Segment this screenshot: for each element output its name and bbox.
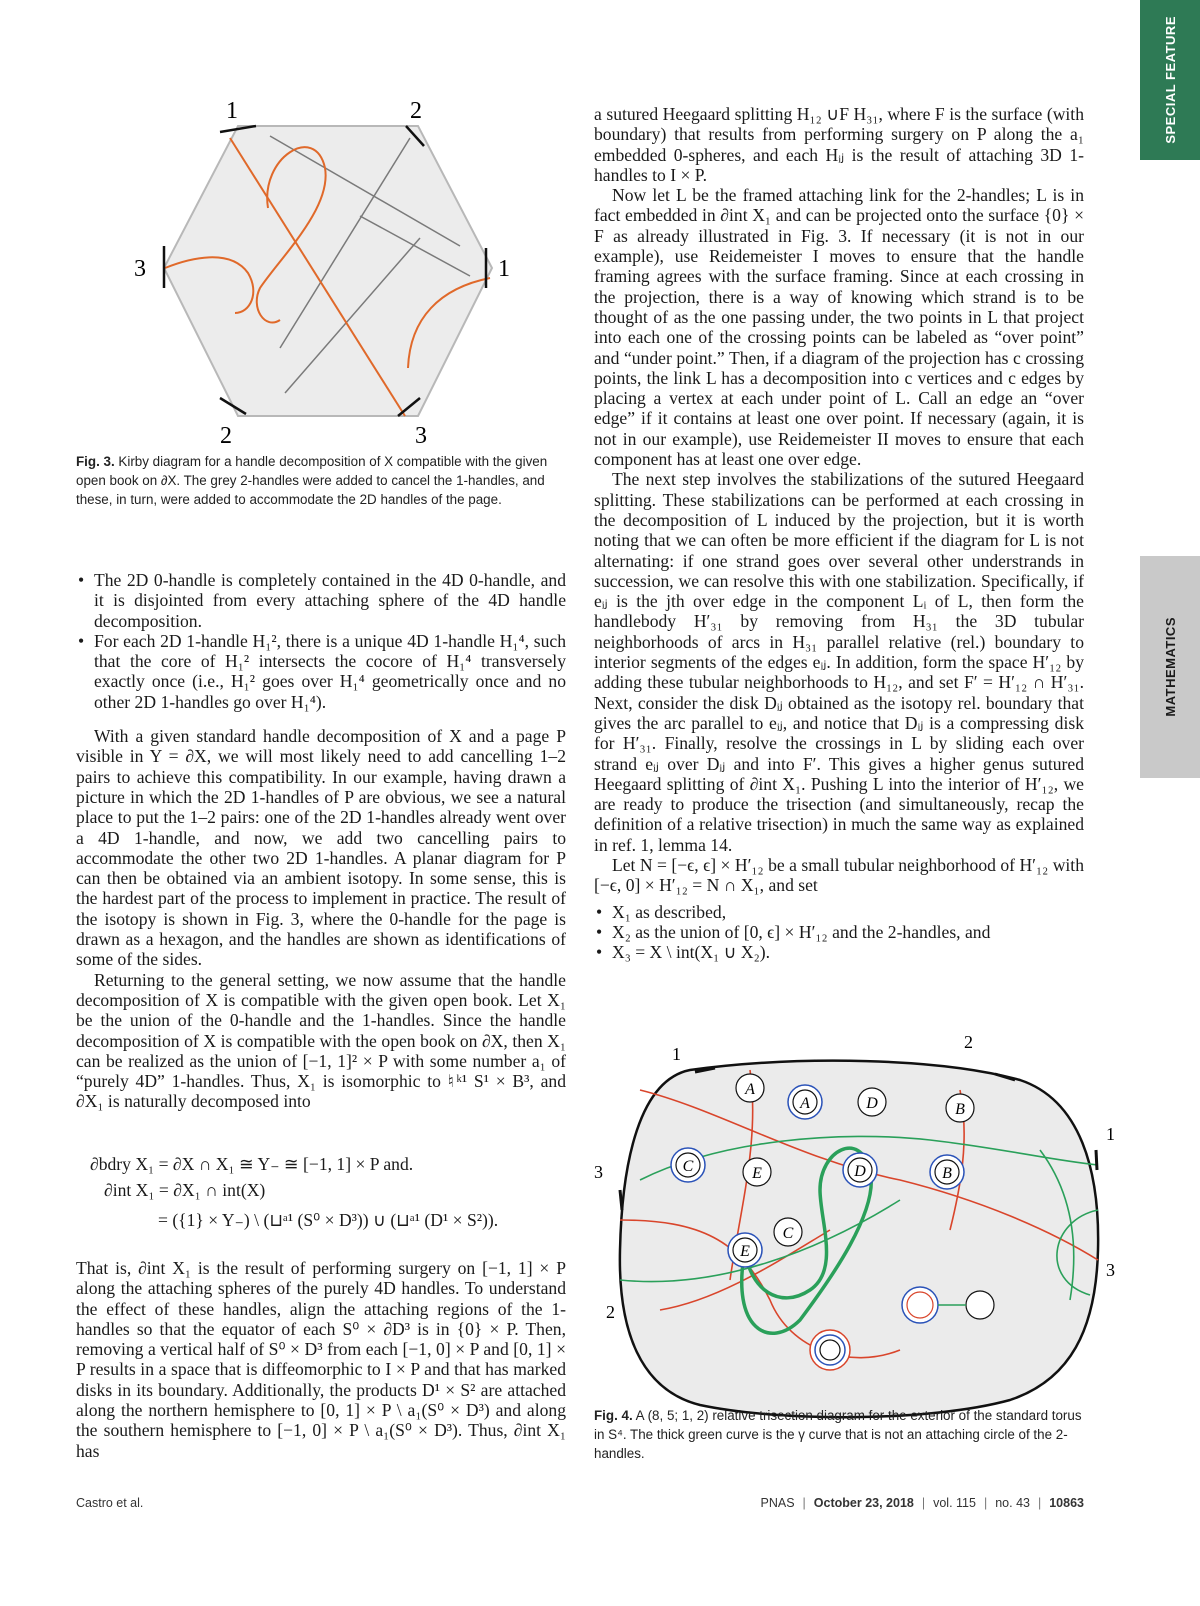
left-bullet-1: • The 2D 0-handle is completely contained in the 4D 0-handle, and it is disjointed from every attaching sphere of the 4D handle decomposition. <box>76 570 566 631</box>
right-paragraph-0: a sutured Heegaard splitting H₁₂ ∪F H₃₁, where F is the surface (with boundary) that results from performing surgery on P along the a₁ embedded 0-spheres, and each Hᵢⱼ is the result of attaching 3D 1-handles to I × P. <box>594 104 1084 185</box>
label-left: 3 <box>594 1162 603 1182</box>
trisection-surface <box>620 1061 1098 1417</box>
equation-3: = ({1} × Y₋) \ (⊔ᵃ¹ (S⁰ × D³)) ∪ (⊔ᵃ¹ (D¹ × S²)). <box>158 1210 499 1230</box>
footer-volume: vol. 115 <box>933 1496 976 1510</box>
right-paragraph-1: Now let L be the framed attaching link for the 2-handles; L is in fact embedded in ∂int X₁ and can be projected onto the surface {0} × F as already illustrated in Fig. 3. If necessary (it is not in our example), use Reidemeister I moves to ensure that the handle framing agrees with the surface framing. Since at each crossing in the projection, there is a way of knowing which strand is to be thought of as the one passing under, the two points in L that project into each one of the crossing points can be labeled as “over point” and “under point.” Then, if a diagram of the projection has c crossing points, the link L has a decomposition into c vertices and c edges by placing a vertex at each under point of L. Call an edge an “over edge” if it contains at least one over point. If necessary (again, it is not in our example), use Reidemeister II moves to ensure that each component has at least one over edge. <box>594 185 1084 470</box>
right-paragraph-2: The next step involves the stabilizations of the sutured Heegaard splitting. These stabilizations can be performed at each crossing in the decomposition of L induced by the projection, but it is worth noting that we can often be more efficient if the diagram for L is not alternating: if one strand goes over several other understrands in succession, we can resolve this with one stabilization. Specifically, if eᵢⱼ is the jth over edge in the component Lᵢ of L, then form the handlebody H′₃₁ by removing from H₃₁ the 3D tubular neighborhoods of arcs in H₃₁ parallel relative (rel.) boundary to interior segments of the edges eᵢⱼ. In addition, form the space H′₁₂ by adding these tubular neighborhoods to H₁₂, and set F′ = H′₁₂ ∩ H′₃₁. Next, consider the disk Dᵢⱼ obtained as the isotopy rel. boundary that gives the arc parallel to eᵢⱼ, and notice that Dᵢⱼ is a compressing disk for H′₃₁. Finally, resolve the crossings in L by sliding each over strand eᵢⱼ over Dᵢⱼ and into F′. This gives a higher genus sutured Heegaard splitting of ∂int X₁. Pushing L into the interior of H′₁₂, we are ready to produce the trisection (and simultaneously, recap the definition of a relative trisection) in much the same way as explained in ref. 1, lemma 14. <box>594 469 1084 855</box>
arrow-right <box>1096 1150 1097 1170</box>
footer-issue: no. 43 <box>995 1496 1030 1510</box>
left-paragraph-3: That is, ∂int X₁ is the result of performing surgery on [−1, 1] × P along the attaching spheres of the purely 4D handles. To understand the effect of these handles, align the attaching regions of the 1-handles so that the equator of each S⁰ × ∂D³ is in {0} × P. Then, removing a vertical half of S⁰ × D³ from each [−1, 0] × P and [0, 1] × P results in a space that is diffeomorphic to I × P and that has marked disks in its boundary. Additionally, the products D¹ × S² are attached along the northern hemisphere to [0, 1] × P \ a₁(S⁰ × D³) and along the southern hemisphere to [−1, 0] × P \ a₁(S⁰ × D³). Thus, ∂int X₁ has <box>76 1258 566 1461</box>
equation-2: ∂int X₁ = ∂X₁ ∩ int(X) <box>104 1180 266 1200</box>
right-bullet-list <box>594 902 1084 963</box>
footer-date: October 23, 2018 <box>813 1496 914 1510</box>
letter-c-1: C <box>682 1158 694 1175</box>
left-column <box>76 570 566 1112</box>
right-paragraph-3: Let N = [−ϵ, ϵ] × H′₁₂ be a small tubular neighborhood of H′₁₂ with [−ϵ, 0] × H′₁₂ = N ∩ X₁, and set <box>594 854 1084 896</box>
letter-e-2: E <box>740 1243 750 1260</box>
right-bullet-1: • X₁ as described, <box>594 902 1084 922</box>
right-bullet-2: • X₂ as the union of [0, ϵ] × H′₁₂ and the 2-handles, and <box>594 922 1084 942</box>
label-bl: 2 <box>220 423 232 449</box>
letter-b-1: B <box>955 1101 965 1118</box>
letter-d-1: D <box>866 1095 878 1112</box>
letter-e-1: E <box>752 1165 762 1182</box>
left-bullet-2: • For each 2D 1-handle H₁², there is a unique 4D 1-handle H₁⁴, such that the core of H₁² intersects the cocore of H₁⁴ transversely exactly once (i.e., H₁² goes over H₁⁴ geometrically once and no other 2D 1-handles go over H₁⁴). <box>76 631 566 712</box>
figure-3-caption-text: Kirby diagram for a handle decomposition of X compatible with the given open book on ∂X. The grey 2-handles were added to cancel the 1-handles, and these, in turn, were added to accommodate the 2D handles of the page. <box>76 454 548 507</box>
equation-1: ∂bdry X₁ = ∂X ∩ X₁ ≅ Y₋ ≅ [−1, 1] × P and. <box>90 1154 414 1174</box>
figure-3-caption <box>76 452 566 509</box>
label-right: 1 <box>1106 1124 1115 1144</box>
label-top-right: 2 <box>964 1032 973 1052</box>
footer-journal: PNAS <box>760 1496 795 1510</box>
letter-c-2: C <box>782 1225 794 1242</box>
label-top-left: 1 <box>672 1044 681 1064</box>
left-paragraph-2: Returning to the general setting, we now assume that the handle decomposition of X is compatible with the given open book. Let X₁ be the union of the 0-handle and the 1-handles. Since the handle decomposition of X is compatible with the open book on ∂X, then X₁ can be realized as the union of [−1, 1]² × P with some number a₁ of “purely 4D” 1-handles. Thus, X₁ is isomorphic to ♮ᵏ¹ S¹ × B³, and ∂X₁ is naturally decomposed into <box>76 969 566 1112</box>
left-column-bottom <box>76 1258 566 1461</box>
left-paragraph-1: With a given standard handle decomposition of X and a page P visible in Y = ∂X, we will most likely need to add cancelling 1–2 pairs to achieve this compatibility. In our example, having drawn a picture in which the 2D 1-handles of P are obvious, we see a natural place to put the 1–2 pairs: one of the 2D 1-handles already went over a 4D 1-handle, and now, we add two cancelling pairs to accommodate the other two 2D 1-handles. A planar diagram for P can then be obtained via an ambient isotopy. In some sense, this is the hardest part of the process to implement in practice. The result of the isotopy is shown in Fig. 3, where the 0-handle for the page is drawn as a hexagon, and the handles are shown as identifications of some of the sides. <box>76 726 566 970</box>
letter-a-2: A <box>800 1095 810 1112</box>
figure-4-caption-label: Fig. 4. <box>594 1408 633 1423</box>
label-left: 3 <box>134 256 146 282</box>
label-tr: 2 <box>410 98 422 124</box>
arrow-left <box>620 1190 622 1210</box>
figure-4-diagram <box>594 1032 1120 1425</box>
right-column <box>594 104 1084 962</box>
special-feature-tab <box>1140 0 1200 160</box>
mathematics-tab <box>1140 556 1200 778</box>
special-feature-label: SPECIAL FEATURE <box>1162 16 1178 144</box>
figure-4-caption <box>594 1406 1084 1463</box>
footer-right: PNAS | October 23, 2018 | vol. 115 | no. 43 | 10863 <box>760 1496 1084 1510</box>
label-right: 1 <box>498 256 510 282</box>
mathematics-label: MATHEMATICS <box>1162 617 1178 717</box>
label-bottom-right: 3 <box>1106 1260 1115 1280</box>
label-bottom-left: 2 <box>606 1302 615 1322</box>
footer-left: Castro et al. <box>76 1496 144 1510</box>
figure-3-caption-label: Fig. 3. <box>76 454 115 469</box>
letter-d-2: D <box>854 1163 866 1180</box>
label-br: 3 <box>415 423 427 449</box>
footer-page: 10863 <box>1049 1496 1084 1510</box>
right-bullet-3: • X₃ = X \ int(X₁ ∪ X₂). <box>594 942 1084 962</box>
letter-a-1: A <box>745 1081 755 1098</box>
figure-4-caption-text: A (8, 5; 1, 2) relative trisection diagram for the exterior of the standard torus in S⁴. The thick green curve is the γ curve that is not an attaching circle of the 2-handles. <box>594 1408 1082 1461</box>
label-tl: 1 <box>226 98 238 124</box>
figure-3-diagram <box>120 98 550 458</box>
left-bullet-list <box>76 570 566 712</box>
letter-b-2: B <box>942 1165 952 1182</box>
